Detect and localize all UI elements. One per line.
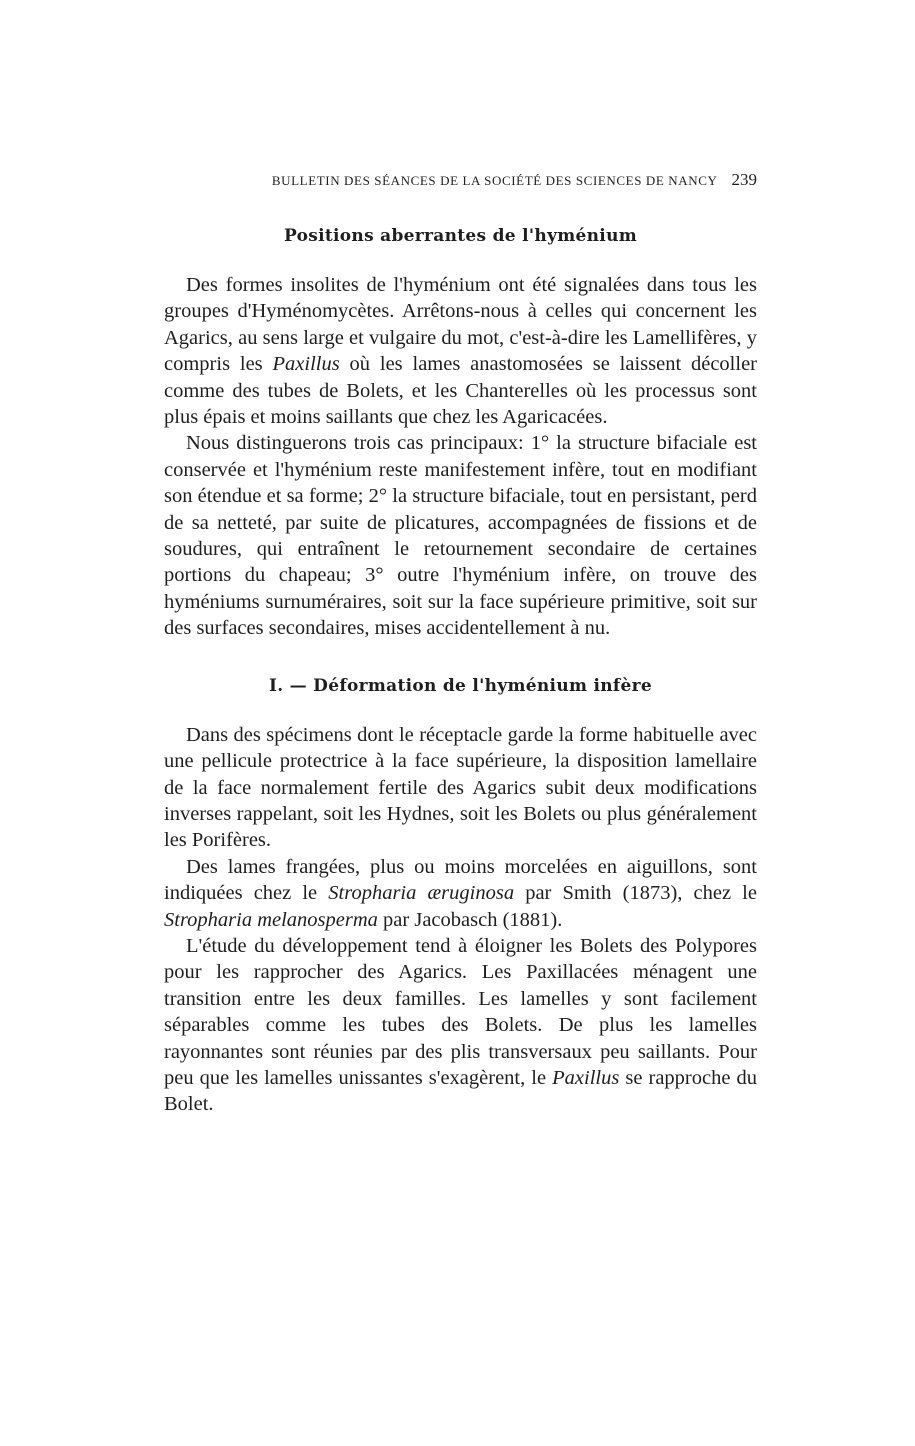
taxon-name: Stropharia æruginosa <box>328 882 515 905</box>
paragraph-text: par Jacobasch (1881). <box>377 908 563 931</box>
paragraph-text: Des lames frangées, plus ou moins morcelées en aiguillons, sont indiquées chez le <box>164 855 757 905</box>
paragraph-text: L'étude du développement tend à éloigner les Bolets des Polypores pour les rapprocher des Agarics. Les Paxillacées ménagent une transition entre les deux familles. Les lamelles y sont facilement séparables comme les tubes des Bolets. De plus les lamelles rayonnantes sont réunies par des plis transversaux peu saillants. Pour peu que les lamelles unissantes s'exagèrent, le <box>164 934 757 1089</box>
section-heading-positions: Positions aberrantes de l'hyménium <box>283 226 638 246</box>
taxon-name: Stropharia melanosperma <box>164 908 378 931</box>
paragraph-text: Des formes insolites de l'hyménium ont été signalées dans tous les groupes d'Hyménomycètes. Arrêtons-nous à celles qui concernent les Agarics, au sens large et vulgaire du mot, c'est-à-dire les Lamellifères, y compris les <box>164 274 757 376</box>
paragraph <box>164 933 757 1118</box>
paragraph-text: où les lames anastomosées se laissent décoller comme des tubes de Bolets, et les Chanterelles où les processus sont plus épais et moins saillants que chez les Agaricacées. <box>164 353 757 429</box>
running-title: BULLETIN DES SÉANCES DE LA SOCIÉTÉ DES SCIENCES DE NANCY <box>271 173 718 188</box>
section-heading-deformation: I. — Déformation de l'hyménium infère <box>268 675 653 696</box>
paragraph <box>164 854 757 933</box>
paragraph: Dans des spécimens dont le réceptacle garde la forme habituelle avec une pellicule protectrice à la face supérieure, la disposition lamellaire de la face normalement fertile des Agarics subit deux modifications inverses rappelant, soit les Hydnes, soit les Bolets ou plus généralement les Porifères. <box>164 723 757 852</box>
taxon-name: Paxillus <box>552 1066 620 1089</box>
running-header <box>164 170 757 190</box>
paragraph: Nous distinguerons trois cas principaux: 1° la structure bifaciale est conservée et l'hyménium reste manifestement infère, tout en modifiant son étendue et sa forme; 2° la structure bifaciale, tout en persistant, perd de sa netteté, par suite de plicatures, accompagnées de fissions et de soudures, qui entraînent le retournement secondaire de certaines portions du chapeau; 3° outre l'hyménium infère, on trouve des hyméniums surnuméraires, soit sur la face supérieure primitive, soit sur des surfaces secondaires, mises accidentellement à nu. <box>164 432 757 640</box>
paragraph-text: se rapproche du Bolet. <box>164 1066 757 1116</box>
taxon-name: Paxillus <box>272 353 340 376</box>
page-number: 239 <box>731 170 757 189</box>
document-page <box>164 170 757 1118</box>
paragraph <box>164 272 757 430</box>
paragraph-text: par Smith (1873), chez le <box>514 882 757 905</box>
